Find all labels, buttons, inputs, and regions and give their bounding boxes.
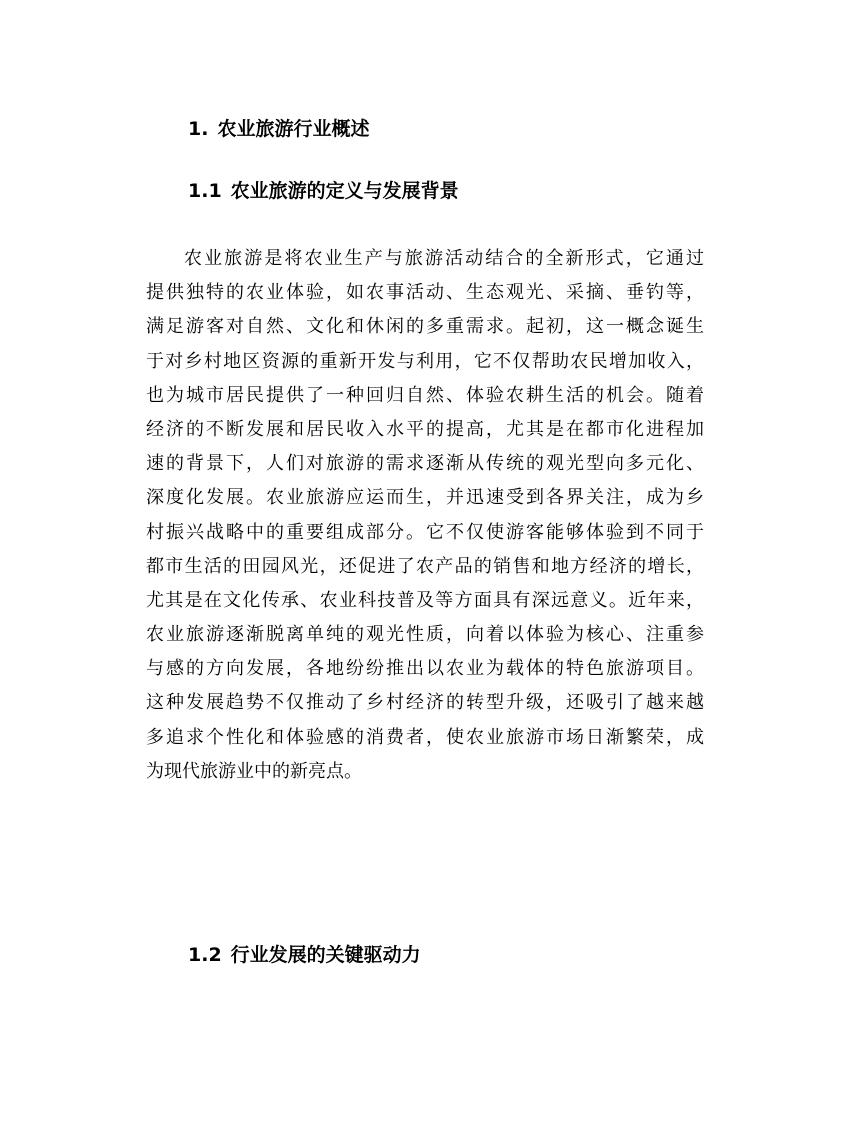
paragraph-line: 农业旅游逐渐脱离单纯的观光性质，向着以体验为核心、注重参 xyxy=(146,624,704,646)
subsection-title: 行业发展的关键驱动力 xyxy=(230,944,421,966)
section-heading xyxy=(188,116,369,142)
subsection-number: 1.1 xyxy=(188,180,222,202)
subsection-title: 农业旅游的定义与发展背景 xyxy=(230,180,459,202)
paragraph-line: 深度化发展。农业旅游应运而生，并迅速受到各界关注，成为乡 xyxy=(146,487,704,509)
subsection-number: 1.2 xyxy=(188,944,222,966)
paragraph-line: 于对乡村地区资源的重新开发与利用，它不仅帮助农民增加收入， xyxy=(146,350,704,372)
paragraph-line: 经济的不断发展和居民收入水平的提高，尤其是在都市化进程加 xyxy=(146,418,704,440)
paragraph-line: 尤其是在文化传承、农业科技普及等方面具有深远意义。近年来， xyxy=(146,589,704,611)
paragraph-line: 多追求个性化和体验感的消费者，使农业旅游市场日渐繁荣，成 xyxy=(146,726,704,748)
paragraph-line: 与感的方向发展，各地纷纷推出以农业为载体的特色旅游项目。 xyxy=(146,658,704,680)
paragraph-line: 提供独特的农业体验，如农事活动、生态观光、采摘、垂钓等， xyxy=(146,282,704,304)
subsection-heading-1-1 xyxy=(188,178,459,204)
paragraph-line: 都市生活的田园风光，还促进了农产品的销售和地方经济的增长， xyxy=(146,555,704,577)
section-title: 农业旅游行业概述 xyxy=(217,118,370,140)
paragraph-line: 农业旅游是将农业生产与旅游活动结合的全新形式，它通过 xyxy=(184,248,704,269)
subsection-heading-1-2 xyxy=(188,942,421,968)
body-paragraph xyxy=(146,242,704,789)
paragraph-line: 为现代旅游业中的新亮点。 xyxy=(146,760,362,782)
paragraph-line: 满足游客对自然、文化和休闲的多重需求。起初，这一概念诞生 xyxy=(146,316,704,338)
paragraph-line: 这种发展趋势不仅推动了乡村经济的转型升级，还吸引了越来越 xyxy=(146,692,704,714)
paragraph-line: 村振兴战略中的重要组成部分。它不仅使游客能够体验到不同于 xyxy=(146,521,704,543)
paragraph-line: 速的背景下，人们对旅游的需求逐渐从传统的观光型向多元化、 xyxy=(146,453,704,475)
paragraph-line: 也为城市居民提供了一种回归自然、体验农耕生活的机会。随着 xyxy=(146,384,704,406)
section-number: 1. xyxy=(188,118,209,140)
